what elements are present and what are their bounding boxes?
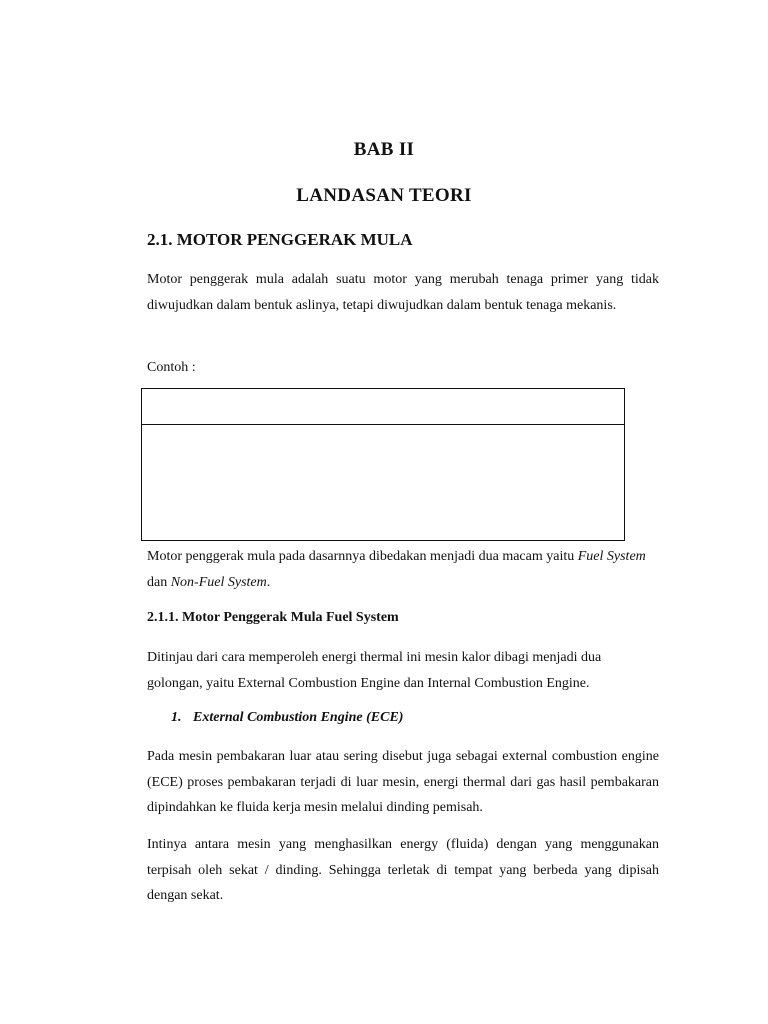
paragraph-ece-description: Pada mesin pembakaran luar atau sering disebut juga sebagai external combustion engine (ECE) proses pembakaran terjadi di luar mesin, energi thermal dari gas hasil pembakaran dipindahkan ke fluida kerja mesin melalui dinding pemisah. [147,749,659,815]
paragraph-types [147,544,659,595]
types-text-between: dan [147,574,171,590]
list-item-number: 1. [171,710,182,725]
types-term-non-fuel-system: Non-Fuel System [170,574,267,590]
paragraph-definition: Motor penggerak mula adalah suatu motor yang merubah tenaga primer yang tidak diwujudkan dalam bentuk aslinya, tetapi diwujudkan dalam bentuk tenaga mekanis. [147,272,659,313]
paragraph-classification: Ditinjau dari cara memperoleh energi thermal ini mesin kalor dibagi menjadi dua golongan, yaitu External Combustion Engine dan Internal Combustion Engine. [147,650,602,691]
example-table [141,388,625,541]
table-header-row [142,389,624,425]
types-text-before: Motor penggerak mula pada dasarnnya dibedakan menjadi dua macam yaitu [147,549,578,564]
paragraph-ece-summary: Intinya antara mesin yang menghasilkan energy (fluida) dengan yang menggunakan terpisah oleh sekat / dinding. Sehingga terletak di tempat yang berbeda yang dipisah dengan sekat. [147,837,659,903]
list-item-title: External Combustion Engine (ECE) [193,710,404,725]
chapter-number: BAB II [353,139,415,160]
section-heading-2-1-1: 2.1.1. Motor Penggerak Mula Fuel System [147,610,399,625]
list-item-ece [171,710,403,726]
chapter-title: LANDASAN TEORI [296,185,472,206]
types-text-after: . [266,574,271,590]
section-heading-2-1: 2.1. MOTOR PENGGERAK MULA [147,230,413,249]
types-term-fuel-system: Fuel System [577,549,646,564]
example-label: Contoh : [147,360,196,375]
